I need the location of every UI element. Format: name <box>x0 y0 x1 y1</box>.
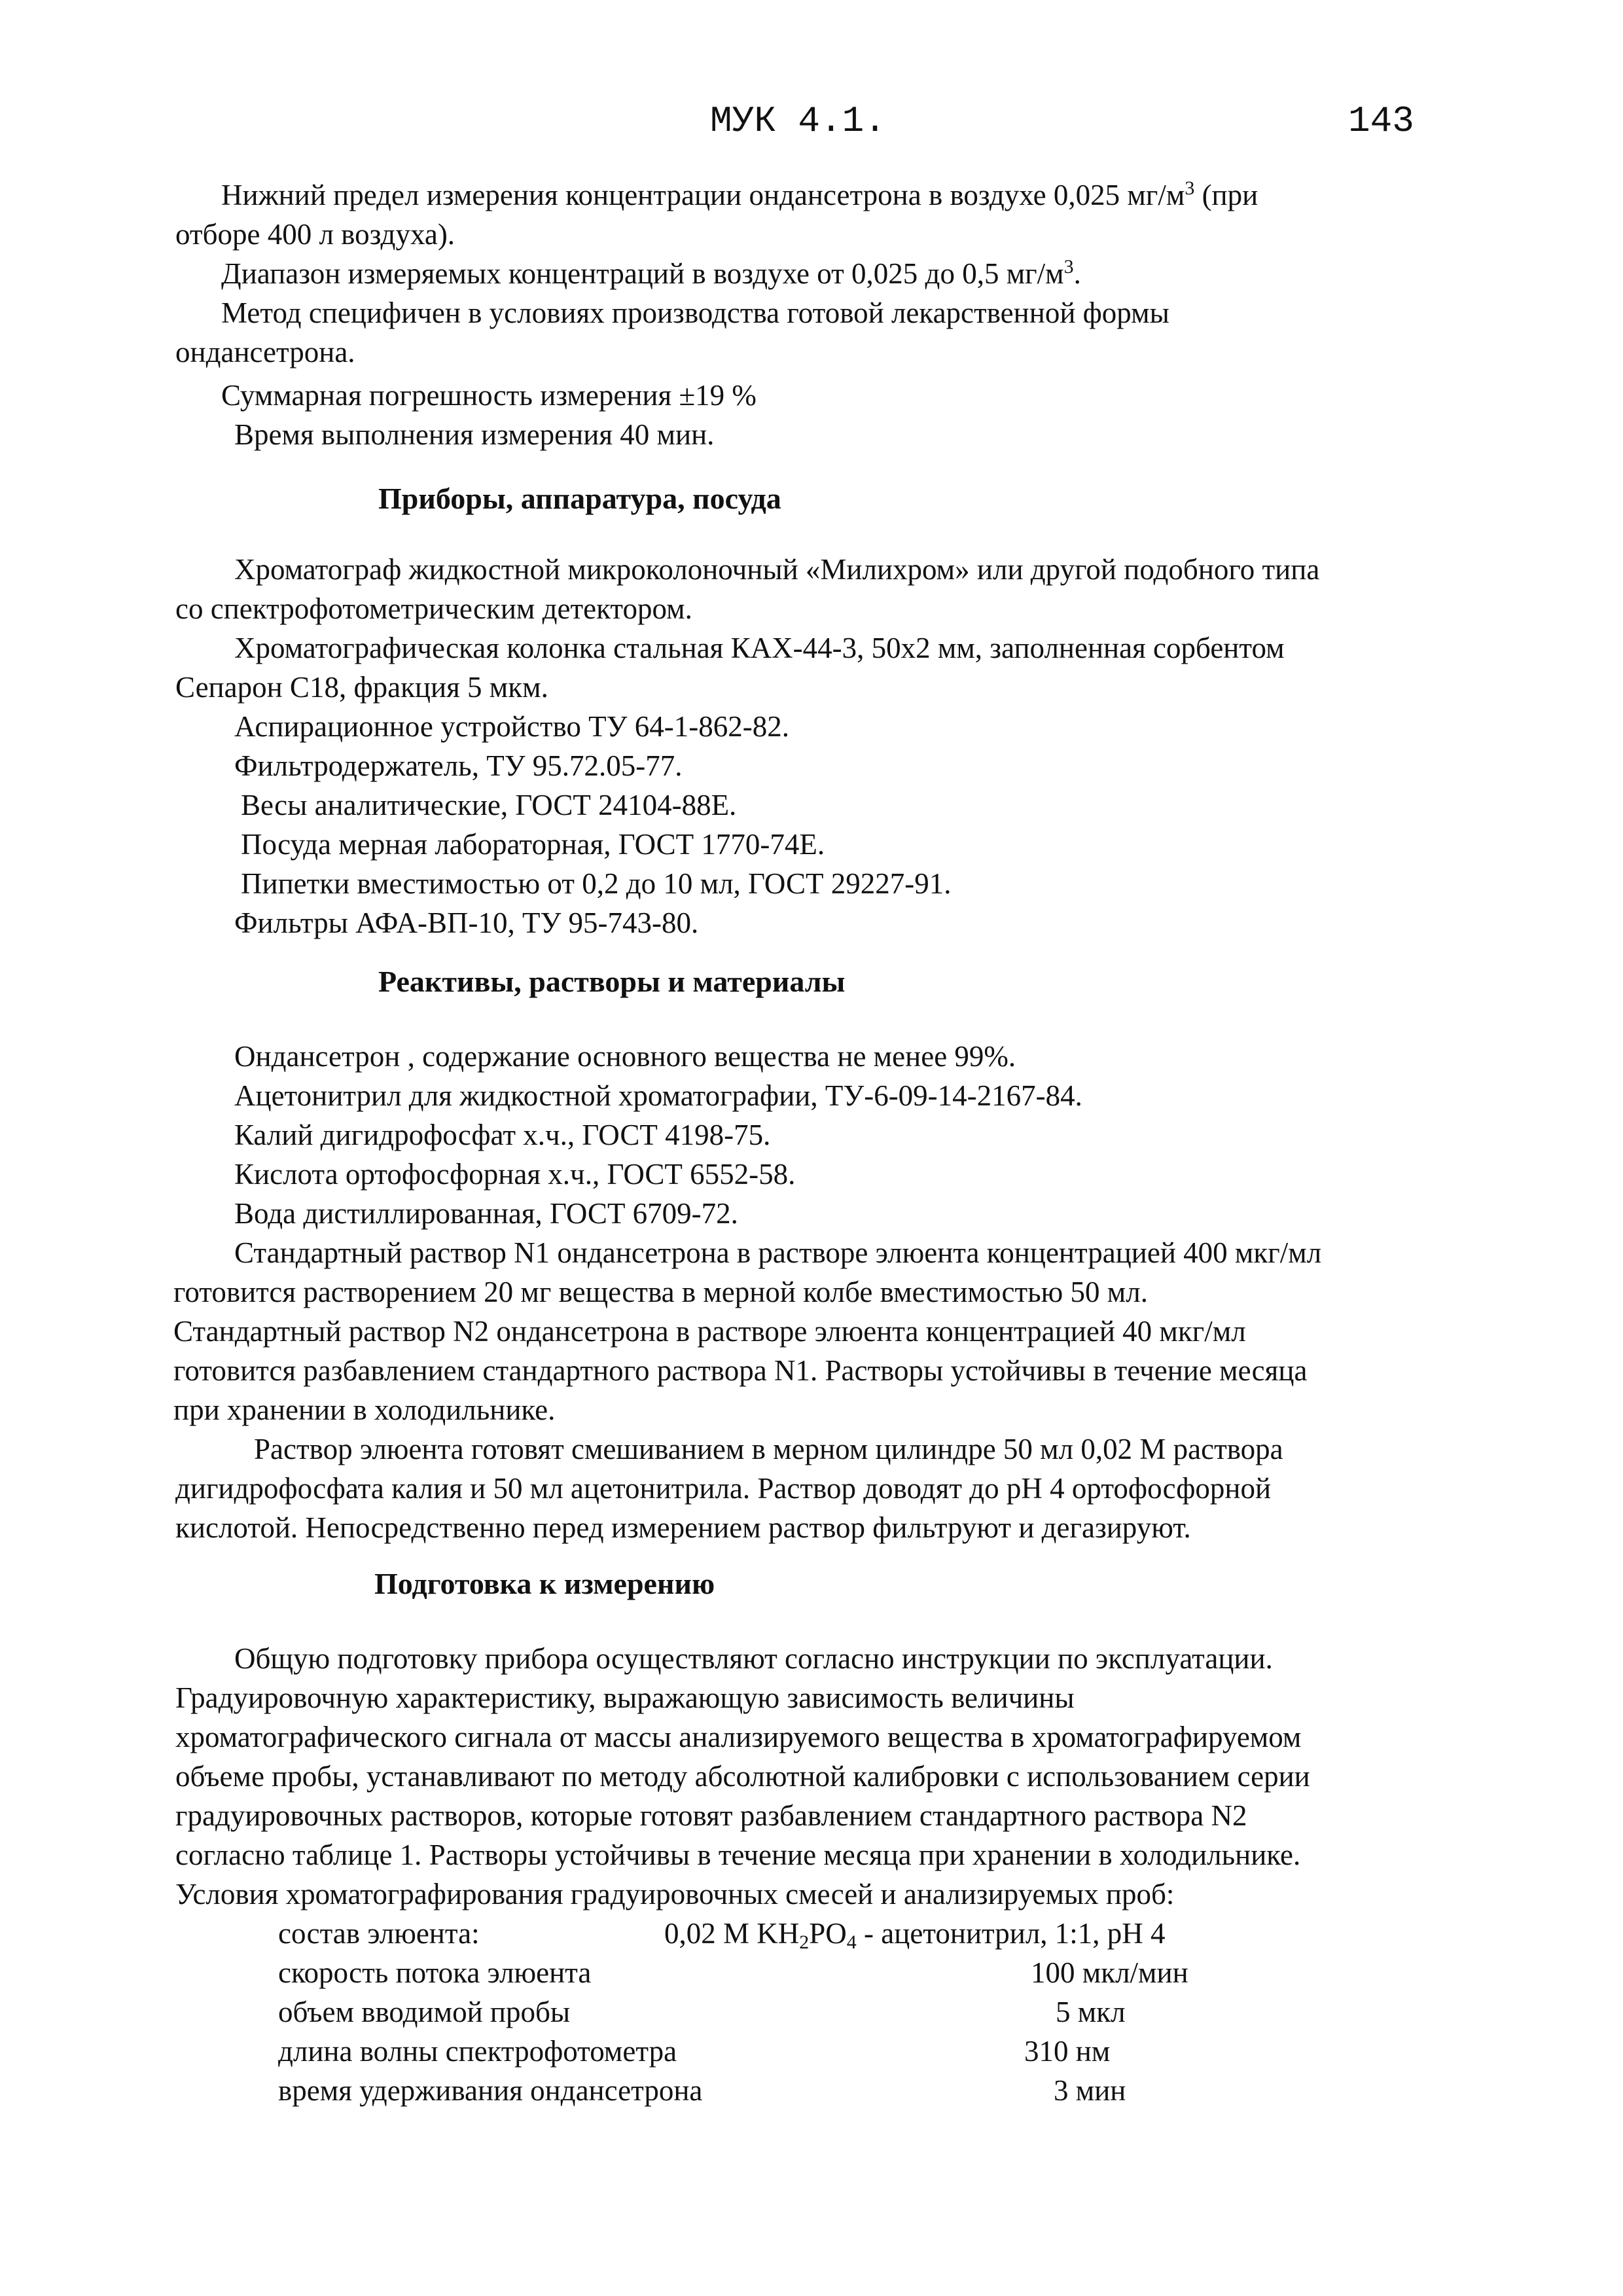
condition-row <box>278 2071 1391 2110</box>
reagent-line: Вода дистиллированная, ГОСТ 6709-72. <box>234 1197 738 1230</box>
reagent-line: Раствор элюента готовят смешиванием в мерном цилиндре 50 мл 0,02 М раствора <box>254 1433 1283 1465</box>
condition-label: состав элюента: <box>278 1917 480 1950</box>
reagent-line: дигидрофосфата калия и 50 мл ацетонитрила. Раствор доводят до рН 4 ортофосфорной <box>175 1472 1272 1505</box>
preparation-line: градуировочных растворов, которые готовят разбавлением стандартного раствора N2 <box>175 1799 1247 1832</box>
equipment-line: со спектрофотометрическим детектором. <box>175 592 692 625</box>
condition-label: объем вводимой пробы <box>278 1996 571 2028</box>
equipment-line: Весы аналитические, ГОСТ 24104-88Е. <box>241 789 737 821</box>
page-number: 143 <box>1348 100 1414 142</box>
condition-value: 3 мин <box>1054 2074 1126 2107</box>
equipment-line: Аспирационное устройство ТУ 64-1-862-82. <box>234 710 789 743</box>
preparation-line: Общую подготовку прибора осуществляют согласно инструкции по эксплуатации. <box>234 1642 1273 1675</box>
condition-value: 310 нм <box>1024 2035 1111 2068</box>
condition-row <box>278 1992 1391 2032</box>
reagent-line: готовится разбавлением стандартного раствора N1. Растворы устойчивы в течение месяца <box>173 1354 1308 1387</box>
reagent-line: Ондансетрон , содержание основного вещества не менее 99%. <box>234 1040 1016 1073</box>
condition-label: длина волны спектрофотометра <box>278 2035 677 2068</box>
equipment-line: Посуда мерная лабораторная, ГОСТ 1770-74Е. <box>241 828 825 861</box>
equipment-line: Фильтродержатель, ТУ 95.72.05-77. <box>234 749 683 782</box>
condition-value: 5 мкл <box>1056 1996 1126 2028</box>
reagents-block <box>175 1037 1458 1547</box>
condition-row <box>278 2032 1391 2071</box>
section-title-reagents: Реактивы, растворы и материалы <box>378 965 846 998</box>
condition-row <box>278 1914 1391 1953</box>
section-title-preparation: Подготовка к измерению <box>374 1567 715 1600</box>
reagent-line: Стандартный раствор N2 ондансетрона в растворе элюента концентрацией 40 мкг/мл <box>173 1315 1246 1348</box>
reagent-line: готовится растворением 20 мг вещества в мерной колбе вместимостью 50 мл. <box>173 1276 1148 1308</box>
preparation-line: объеме пробы, устанавливают по методу абсолютной калибровки с использованием серии <box>175 1760 1310 1793</box>
document-code: МУК 4.1. <box>710 100 886 142</box>
condition-label: скорость потока элюента <box>278 1956 592 1989</box>
time-line: Время выполнения измерения 40 мин. <box>234 418 715 451</box>
preparation-block <box>175 1639 1458 1914</box>
reagent-line: кислотой. Непосредственно перед измерением раствор фильтруют и дегазируют. <box>175 1511 1191 1544</box>
equipment-line: Сепарон С18, фракция 5 мкм. <box>175 671 548 704</box>
lower-limit-line: Нижний предел измерения концентрации ондансетрона в воздухе 0,025 $мг/м^3$ (при <box>221 177 1258 211</box>
equipment-block <box>175 550 1458 942</box>
reagent-line: Ацетонитрил для жидкостной хроматографии, ТУ-6-09-14-2167-84. <box>234 1079 1082 1112</box>
reagent-line: при хранении в холодильнике. <box>173 1393 556 1426</box>
condition-value: 100 мкл/мин <box>1031 1956 1188 1989</box>
reagent-line: Калий дигидрофосфат х.ч., ГОСТ 4198-75. <box>234 1119 771 1151</box>
equipment-line: Хроматографическая колонка стальная КАХ-44-3, 50х2 мм, заполненная сорбентом <box>234 632 1285 664</box>
specificity-line-2: ондансетрона. <box>175 336 355 368</box>
lower-limit-line-2: отборе 400 л воздуха). <box>175 218 455 251</box>
reagent-line: Стандартный раствор N1 ондансетрона в растворе элюента концентрацией 400 мкг/мл <box>234 1236 1322 1269</box>
preparation-line: согласно таблице 1. Растворы устойчивы в течение месяца при хранении в холодильнике. <box>175 1839 1301 1871</box>
reagent-line: Кислота ортофосфорная х.ч., ГОСТ 6552-58. <box>234 1158 796 1191</box>
preparation-line: Градуировочную характеристику, выражающую зависимость величины <box>175 1681 1075 1714</box>
condition-row <box>278 1953 1391 1992</box>
range-line: Диапазон измеряемых концентраций в воздухе от 0,025 до 0,5 $мг/м^3$. <box>221 256 1081 290</box>
chromatography-conditions <box>278 1914 1391 2110</box>
equipment-line: Хроматограф жидкостной микроколоночный «Милихром» или другой подобного типа <box>234 553 1320 586</box>
equipment-line: Фильтры АФА-ВП-10, ТУ 95-743-80. <box>234 906 699 939</box>
condition-value: 0,02 М $KH_2PO_4$ - ацетонитрил, 1:1, рН 4 <box>664 1917 1166 1953</box>
intro-block <box>175 175 1458 454</box>
condition-label: время удерживания ондансетрона <box>278 2074 703 2107</box>
preparation-line: хроматографического сигнала от массы анализируемого вещества в хроматографируемом <box>175 1721 1302 1753</box>
error-line: Суммарная погрешность измерения ±19 % <box>221 379 757 412</box>
section-title-equipment: Приборы, аппаратура, посуда <box>378 482 781 515</box>
preparation-line: Условия хроматографирования градуировочных смесей и анализируемых проб: <box>175 1878 1175 1910</box>
equipment-line: Пипетки вместимостью от 0,2 до 10 мл, ГОСТ 29227-91. <box>241 867 952 900</box>
specificity-line: Метод специфичен в условиях производства готовой лекарственной формы <box>221 296 1169 329</box>
